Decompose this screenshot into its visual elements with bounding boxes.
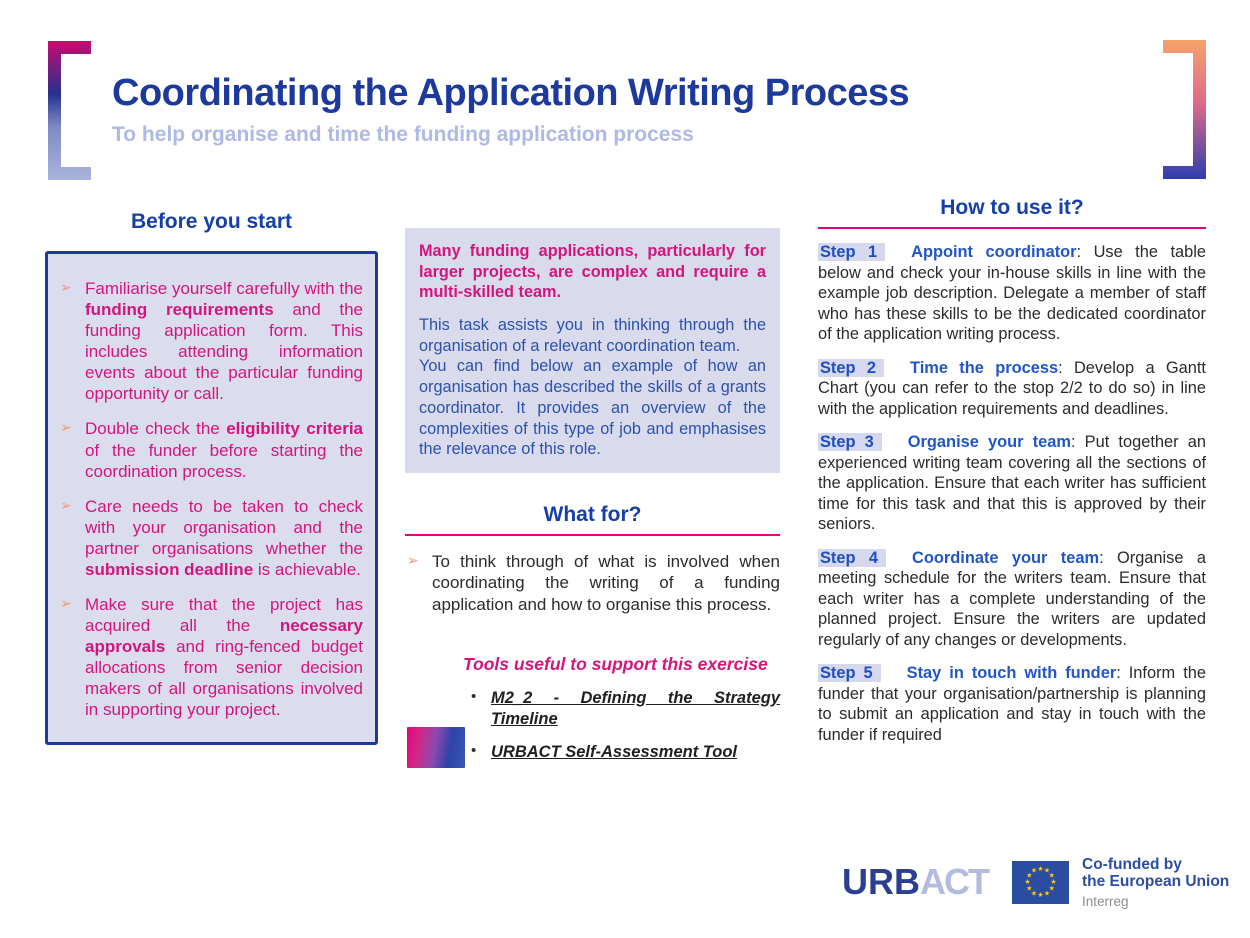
arrow-bullet-icon: ➢ — [60, 595, 72, 612]
right-bracket-decoration — [1163, 40, 1206, 179]
svg-text:★: ★ — [1037, 891, 1044, 899]
item-text: is achievable. — [253, 559, 361, 579]
tool-link-m2-2[interactable]: M2_2 - Defining the Strategy Timeline — [491, 688, 780, 729]
step-2 — [818, 358, 1206, 420]
list-item — [58, 278, 363, 404]
svg-text:★: ★ — [1043, 867, 1051, 875]
arrow-bullet-icon: ➢ — [60, 279, 72, 295]
svg-text:★: ★ — [1030, 867, 1038, 875]
dot-bullet-icon: • — [471, 741, 477, 759]
item-text-bold: submission deadline — [85, 559, 254, 579]
left-bracket-decoration — [48, 41, 91, 180]
urbact-logo-act: ACT — [920, 861, 988, 903]
before-you-start-section — [45, 210, 378, 745]
eu-cofunded-line2: the European Union — [1082, 873, 1230, 891]
step-body: : Inform the funder that your organisation/partnership is planning to submit an application and stay in touch with the funder if required — [818, 664, 1206, 744]
step-body: : Use the table below and check your in-house skills in line with the example job description. Delegate a member of staff who has these skills to be the dedicated coordinator of the application writing process. — [818, 243, 1206, 343]
step-label: Step 1 — [818, 243, 885, 261]
step-title: Appoint coordinator — [911, 243, 1077, 261]
svg-text:★: ★ — [1043, 890, 1051, 898]
urbact-logo — [842, 861, 988, 903]
eu-cofunded-text — [1082, 856, 1229, 909]
what-for-heading: What for? — [405, 503, 780, 536]
item-text-bold: funding requirements — [85, 300, 274, 320]
page-title: Coordinating the Application Writing Process — [112, 72, 910, 114]
header — [112, 72, 1112, 147]
list-item — [58, 594, 363, 720]
step-body: : Put together an experienced writing team covering all the sections of the application. Ensure that each writer has sufficient time for this task and that this is approved by their seniors. — [818, 433, 1206, 533]
step-body: : Develop a Gantt Chart (you can refer to the stop 2/2 to do so) in line with the application requirements and deadlines. — [818, 358, 1206, 418]
how-to-use-section — [818, 196, 1206, 745]
svg-text:★: ★ — [1026, 872, 1033, 880]
item-text-bold: eligibility criteria — [226, 419, 363, 439]
intro-box — [405, 228, 780, 473]
item-text: and the funding application form. This includes attending information events about the particular funding opportunity or call. — [85, 300, 363, 404]
tools-heading: Tools useful to support this exercise — [463, 654, 768, 675]
what-for-item — [405, 551, 780, 615]
item-text: Make sure that the project has acquired all the — [85, 595, 363, 636]
arrow-bullet-icon: ➢ — [407, 551, 419, 568]
page-subtitle: To help organise and time the funding application process — [112, 123, 694, 146]
item-text: and ring-fenced budget allocations from senior decision makers of all organisations involved in supporting your project. — [85, 637, 363, 720]
svg-text:★: ★ — [1048, 885, 1055, 893]
tool-link-self-assessment[interactable]: URBACT Self-Assessment Tool — [491, 742, 738, 761]
item-text: Care needs to be taken to check with your organisation and the partner organisations whether the — [85, 496, 363, 558]
svg-text:★: ★ — [1048, 872, 1055, 880]
step-label: Step 4 — [818, 549, 886, 567]
tools-list — [465, 688, 780, 763]
step-5 — [818, 663, 1206, 745]
how-to-use-heading: How to use it? — [818, 196, 1206, 229]
step-4 — [818, 548, 1206, 651]
item-text: of the funder before starting the coordination process. — [85, 440, 363, 481]
intro-paragraph: This task assists you in thinking through the organisation of a relevant coordination team. — [419, 316, 766, 355]
svg-text:★: ★ — [1037, 865, 1044, 873]
footer-logos — [842, 856, 1229, 909]
svg-text:★: ★ — [1030, 890, 1038, 898]
item-text: Familiarise yourself carefully with the — [85, 279, 363, 298]
step-label: Step 3 — [818, 433, 882, 451]
urbact-logo-urb: URB — [842, 861, 920, 903]
step-title: Time the process — [909, 358, 1059, 377]
step-title: Coordinate your team — [912, 548, 1100, 567]
list-item — [58, 418, 363, 481]
dot-bullet-icon: • — [471, 687, 477, 705]
step-body: : Organise a meeting schedule for the writers team. Ensure that each writer has a complete understanding of the planned project. Ensure the writers are updated regularly of any changes or developments. — [818, 548, 1206, 649]
intro-lead: Many funding applications, particularly for larger projects, are complex and require a multi-skilled team. — [419, 242, 766, 302]
svg-text:★: ★ — [1024, 878, 1031, 886]
arrow-bullet-icon: ➢ — [60, 496, 72, 513]
item-text: To think through of what is involved when coordinating the writing of a funding application and how to organise this process. — [432, 551, 780, 614]
item-text-bold: necessary approvals — [85, 616, 363, 657]
intro-paragraph: You can find below an example of how an organisation has described the skills of a grants coordinator. It provides an overview of the complexities of this type of job and emphasises the relevance of this role. — [419, 357, 766, 459]
step-title: Stay in touch with funder — [906, 664, 1117, 682]
eu-flag — [1012, 861, 1069, 904]
step-1 — [818, 242, 1206, 345]
middle-column — [405, 228, 780, 774]
list-item — [465, 742, 780, 763]
step-3 — [818, 432, 1206, 535]
step-label: Step 5 — [818, 664, 881, 682]
list-item — [465, 688, 780, 731]
arrow-bullet-icon: ➢ — [60, 419, 72, 436]
svg-text:★: ★ — [1050, 878, 1057, 886]
before-you-start-heading: Before you start — [130, 210, 293, 233]
eu-cofunded-line1: Co-funded by — [1082, 856, 1182, 873]
before-you-start-box — [45, 251, 378, 745]
svg-text:★: ★ — [1026, 885, 1033, 893]
step-label: Step 2 — [818, 359, 884, 377]
step-title: Organise your team — [907, 433, 1071, 451]
list-item — [58, 496, 363, 580]
item-text: Double check the — [85, 419, 227, 439]
interreg-label: Interreg — [1082, 893, 1129, 909]
tools-thumbnail-image — [407, 727, 465, 768]
